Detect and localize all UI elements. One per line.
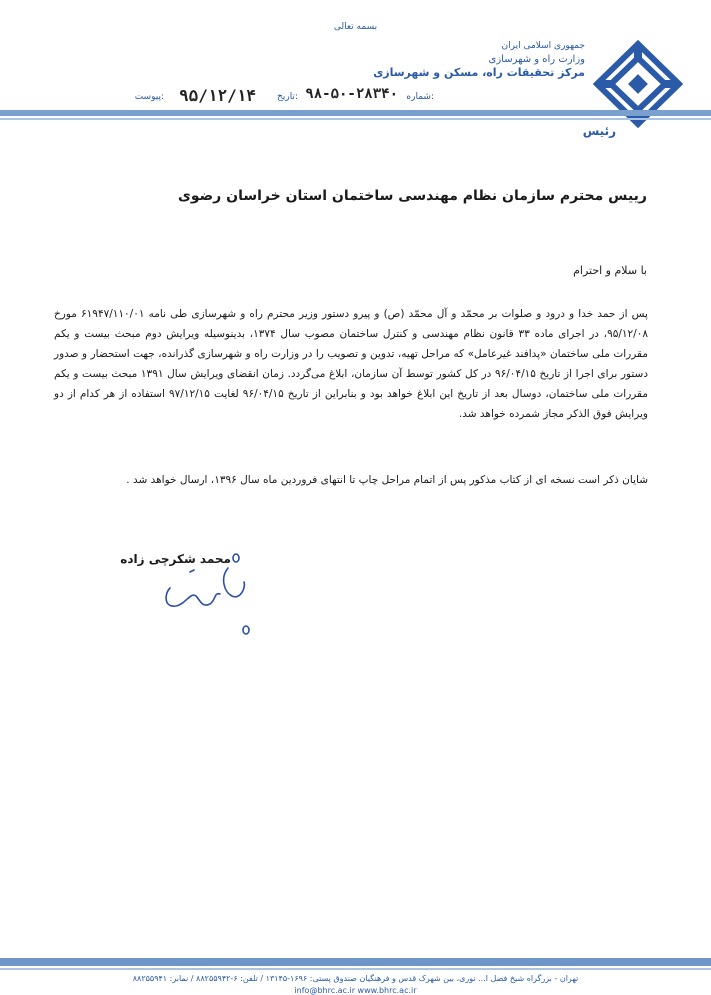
attachment-label: پیوست: [134,92,164,102]
org-line-center: مرکز تحقیقات راه، مسکن و شهرسازی [373,66,585,79]
footer-address: تهران - بزرگراه شیخ فضل ا... نوری، بین شهرک قدس و فرهنگیان صندوق پستی: ۱۶۹۶-۱۳۱۴۵ / تلفن: ۶-۸۸۲۵۵۹۴۲ / نمابر: ۸۸۲۵۵۹۴۱ [132,974,579,983]
bismillah: بسمه تعالی [333,22,378,32]
organization-name [365,40,585,79]
number-label: شماره: [406,92,434,102]
greeting: با سلام و احترام [573,264,647,277]
org-line-ministry: وزارت راه و شهرسازی [488,54,585,65]
footer-divider [0,958,711,966]
date-value: ۹۵/۱۲/۱۴ [178,86,256,105]
recipient: رییس محترم سازمان نظام مهندسی ساختمان استان خراسان رضوی [178,188,647,204]
footer-divider-thin [0,968,711,970]
number-value: ۹۸-۵۰-۲۸۳۴۰ [305,86,398,102]
signer-name: محمد شکرچی زاده [120,552,231,566]
header-divider-thin [0,118,711,120]
footer-contact: info@bhrc.ac.ir www.bhrc.ac.ir [294,986,417,995]
header-divider [0,110,711,116]
date-label: تاریخ: [277,92,298,102]
sender-role: رئیس [582,124,616,138]
letter-note: شایان ذکر است نسخه ای از کتاب مذکور پس از اتمام مراحل چاپ تا انتهای فروردین ماه سال ۱۳۹۶، ارسال خواهد شد . [126,474,648,486]
org-line-country: جمهوری اسلامی ایران [501,41,585,51]
letter-body: پس از حمد خدا و درود و صلوات بر محمّد و آل محمّد (ص) و پیرو دستور وزیر محترم راه و شهرسازی طی نامه ۶۱۹۴۷/۱۱۰/۰۱ مورخ ۹۵/۱۲/۰۸، در اجرای ماده ۳۳ قانون نظام مهندسی و کنترل ساختمان مصوب سال ۱۳۷۴، بدینوسیله ویرایش دوم مبحث بیست و یکم مقررات ملی ساختمان «پدافند غیرعامل» که مراحل تهیه، تدوین و تصویب را در وزارت راه و شهرسازی گذرانده، جهت استحضار و صدور دستور برای اجرا از تاریخ ۹۶/۰۴/۱۵ در کل کشور توسط آن سازمان، ابلاغ می‌گردد. زمان انقضای ویرایش سال ۱۳۹۱ مبحث بیست و یکم مقررات ملی ساختمان، دوسال بعد از تاریخ این ابلاغ خواهد بود و بنابراین از تاریخ ۹۶/۰۴/۱۵ لغایت ۹۷/۱۲/۱۵ استفاده از هر کدام از دو ویرایش فوق الذکر مجاز شمرده خواهد شد. [54,308,648,420]
handwritten-signature [150,548,260,638]
letter-meta [92,84,434,106]
